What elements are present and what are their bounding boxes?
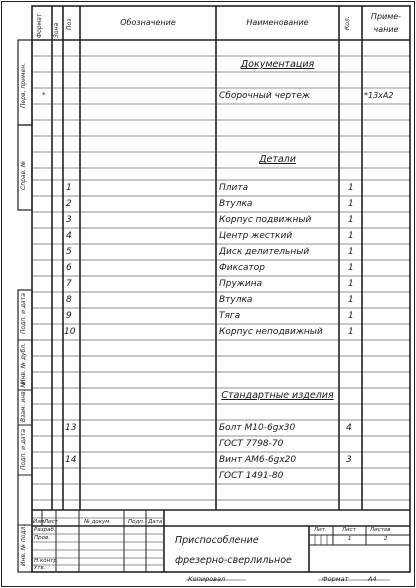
part-qty: 1 bbox=[348, 327, 354, 337]
part-pos: 9 bbox=[66, 311, 72, 321]
part-pos: 10 bbox=[64, 327, 76, 337]
footer-copied: Копировал bbox=[188, 575, 226, 583]
part-name: Тяга bbox=[219, 311, 241, 321]
std-item-pos: 14 bbox=[65, 455, 77, 465]
part-qty: 1 bbox=[348, 311, 354, 321]
section-documentation: Документация bbox=[240, 59, 315, 70]
tb-prov: Пров. bbox=[34, 535, 50, 541]
part-qty: 1 bbox=[348, 199, 354, 209]
std-item-line1: Болт М10-6gх30 bbox=[219, 423, 296, 433]
std-item-qty: 3 bbox=[346, 455, 352, 465]
std-item-line2: ГОСТ 1491-80 bbox=[219, 471, 284, 481]
header-format: Формат bbox=[36, 13, 43, 38]
std-item-line1: Винт АМ6-6gх20 bbox=[219, 455, 297, 465]
tb-izm: Изм. bbox=[33, 519, 46, 525]
part-qty: 1 bbox=[348, 263, 354, 273]
doc-row-note: *13хА2 bbox=[364, 91, 394, 100]
part-pos: 4 bbox=[66, 231, 72, 241]
margin-podp-data-2: Подп. и дата bbox=[20, 429, 27, 470]
margin-inv-podl: Инв. № подл. bbox=[20, 524, 27, 566]
part-qty: 1 bbox=[348, 215, 354, 225]
header-qty: Кол. bbox=[344, 16, 351, 30]
section-parts: Детали bbox=[259, 154, 296, 165]
header-name: Наименование bbox=[246, 18, 309, 27]
part-qty: 1 bbox=[348, 295, 354, 305]
part-pos: 1 bbox=[66, 183, 72, 193]
part-name: Втулка bbox=[219, 295, 253, 305]
tb-n-kontr: Н.контр. bbox=[34, 558, 59, 564]
margin-vzam-inv: Взам. инв. № bbox=[20, 381, 27, 422]
part-name: Фиксатор bbox=[219, 263, 265, 273]
tb-utv: Утв. bbox=[34, 565, 46, 571]
margin-sprav: Справ. № bbox=[20, 160, 27, 190]
header-note-line1: Приме- bbox=[370, 12, 402, 21]
std-item-qty: 4 bbox=[346, 423, 352, 433]
footer-format-value: А4 bbox=[368, 575, 377, 583]
tb-title-line2: фрезерно-сверлильное bbox=[175, 555, 292, 566]
tb-list: Лист bbox=[44, 519, 58, 525]
std-item-line2: ГОСТ 7798-70 bbox=[219, 439, 284, 449]
part-qty: 1 bbox=[348, 279, 354, 289]
part-name: Пружина bbox=[219, 279, 263, 289]
tb-data: Дата bbox=[148, 519, 163, 525]
header-zone: Зона bbox=[53, 22, 60, 38]
part-name: Центр жесткий bbox=[219, 231, 293, 241]
part-qty: 1 bbox=[348, 247, 354, 257]
tb-sheets-label: Листов bbox=[370, 527, 391, 533]
part-name: Корпус неподвижный bbox=[219, 327, 323, 337]
part-pos: 6 bbox=[66, 263, 72, 273]
tb-ndokum: № докум. bbox=[84, 519, 112, 525]
tb-sheet-value: 1 bbox=[348, 536, 352, 542]
std-item-pos: 13 bbox=[65, 423, 77, 433]
part-pos: 2 bbox=[66, 199, 72, 209]
doc-row-name: Сборочный чертеж bbox=[219, 91, 311, 101]
part-qty: 1 bbox=[348, 231, 354, 241]
margin-perv-primen: Перв. примен. bbox=[20, 62, 27, 108]
part-name: Диск делительный bbox=[219, 247, 310, 257]
tb-lit: Лит. bbox=[314, 527, 327, 533]
part-qty: 1 bbox=[348, 183, 354, 193]
part-pos: 5 bbox=[66, 247, 72, 257]
part-pos: 3 bbox=[66, 215, 72, 225]
header-note-line2: чание bbox=[373, 25, 399, 34]
part-name: Плита bbox=[219, 183, 249, 193]
tb-sheet-label: Лист bbox=[342, 527, 356, 533]
header-designation: Обозначение bbox=[120, 18, 176, 27]
doc-row-format: * bbox=[42, 91, 46, 99]
footer-format-label: Формат bbox=[322, 575, 349, 583]
part-name: Втулка bbox=[219, 199, 253, 209]
tb-razrab: Разраб. bbox=[34, 527, 56, 533]
tb-podp: Подп. bbox=[128, 519, 145, 525]
margin-podp-data-1: Подп. и дата bbox=[20, 293, 27, 334]
section-standard: Стандартные изделия bbox=[221, 390, 334, 401]
part-pos: 8 bbox=[66, 295, 72, 305]
header-pos: Поз. bbox=[66, 16, 73, 30]
margin-inv-dubl: Инв. № дубл. bbox=[20, 342, 27, 384]
tb-title-line1: Приспособление bbox=[175, 535, 259, 546]
tb-sheets-value: 2 bbox=[384, 536, 388, 542]
part-pos: 7 bbox=[66, 279, 72, 289]
part-name: Корпус подвижный bbox=[219, 215, 312, 225]
